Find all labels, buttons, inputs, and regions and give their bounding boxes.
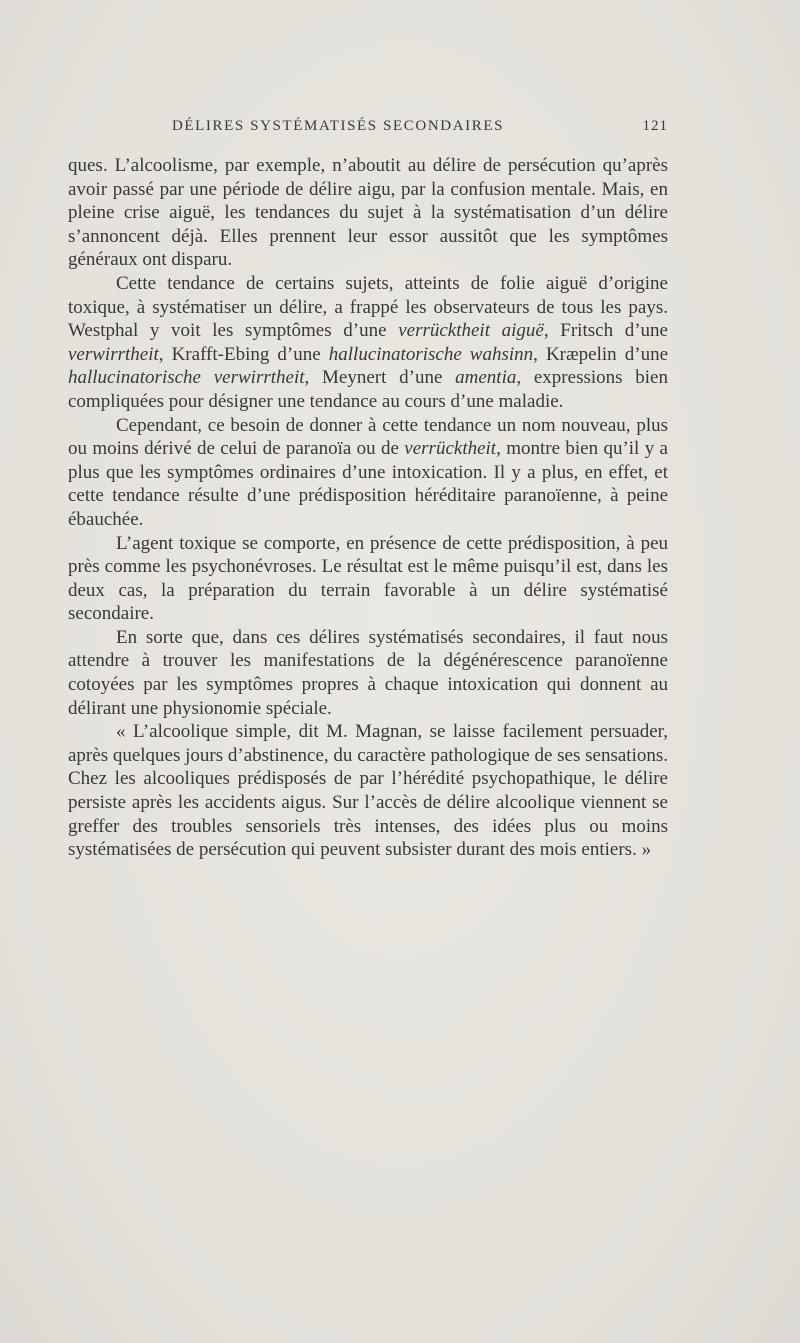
text-run: , montre bien qu’il y a plus que les symptômes ordinaires d’une intoxication. Il y a plus, en effet, et cette tendance résulte d’une prédisposition héréditaire paranoïenne, à peine ébauchée. [68, 438, 668, 530]
italic-term: hallucinatorische wahsinn [328, 343, 534, 365]
running-title: DÉLIRES SYSTÉMATISÉS SECONDAIRES [171, 118, 505, 134]
page-number: 121 [642, 118, 668, 134]
text-run: , Fritsch d’une [543, 320, 668, 342]
text-run: Cependant, ce besoin de donner à cette tendance un nom nouveau, plus ou moins dérivé de celui de paranoïa ou de [68, 414, 668, 460]
text-run: L’agent toxique se comporte, en présence de cette prédisposition, à peu près comme les psychonévroses. Le résultat est le même puisqu’il est, dans les deux cas, la préparation du terrain favorable à un délire systématisé secondaire. [68, 532, 668, 625]
text-run: , Krafft-Ebing d’une [158, 343, 329, 365]
italic-term: verrücktheit [404, 438, 497, 460]
paragraph [68, 720, 668, 862]
paragraph [68, 414, 668, 532]
italic-term: hallucinatorische verwirrtheit [68, 367, 305, 389]
paragraph [68, 272, 668, 414]
text-run: « L’alcoolique simple, dit M. Magnan, se laisse facilement persuader, après quelques jours d’abstinence, du caractère pathologique de ses sensations. Chez les alcooliques prédisposés de par l’hérédité psychopathique, le délire persiste après les accidents aigus. Sur l’accès de délire alcoolique viennent se greffer des troubles sensoriels très intenses, des idées plus ou moins systématisées de persécution qui peuvent subsister durant des mois entiers. » [68, 721, 668, 861]
text-run: ques. L’alcoolisme, par exemple, n’aboutit au délire de persécution qu’après avoir passé par une période de délire aigu, par la confusion mentale. Mais, en pleine crise aiguë, les tendances du sujet à la systématisation d’un délire s’annoncent déjà. Elles prennent leur essor aussitôt que les symptômes généraux ont disparu. [68, 155, 668, 271]
page-header [68, 116, 668, 140]
text-run: , Kræpelin d’une [533, 343, 668, 365]
italic-term: verrücktheit aiguë [398, 320, 544, 342]
text-run: Cette tendance de certains sujets, atteints de folie aiguë d’origine toxique, à systématiser un délire, a frappé les observateurs de tous les pays. Westphal y voit les symptômes d’une [68, 272, 668, 342]
italic-term: verwirrtheit [68, 343, 159, 365]
body-text [68, 154, 668, 862]
paragraph [68, 626, 668, 720]
text-run: En sorte que, dans ces délires systématisés secondaires, il faut nous attendre à trouver les manifestations de la dégénérescence paranoïenne cotoyées par les symptômes propres à chaque intoxication qui donnent au délirant une physionomie spéciale. [68, 626, 668, 719]
text-run: , expressions bien compliquées pour désigner une tendance au cours d’une maladie. [68, 367, 668, 412]
italic-term: amentia [455, 367, 517, 389]
text-run: , Meynert d’une [304, 367, 456, 389]
paragraph [68, 154, 668, 272]
paragraph [68, 532, 668, 626]
